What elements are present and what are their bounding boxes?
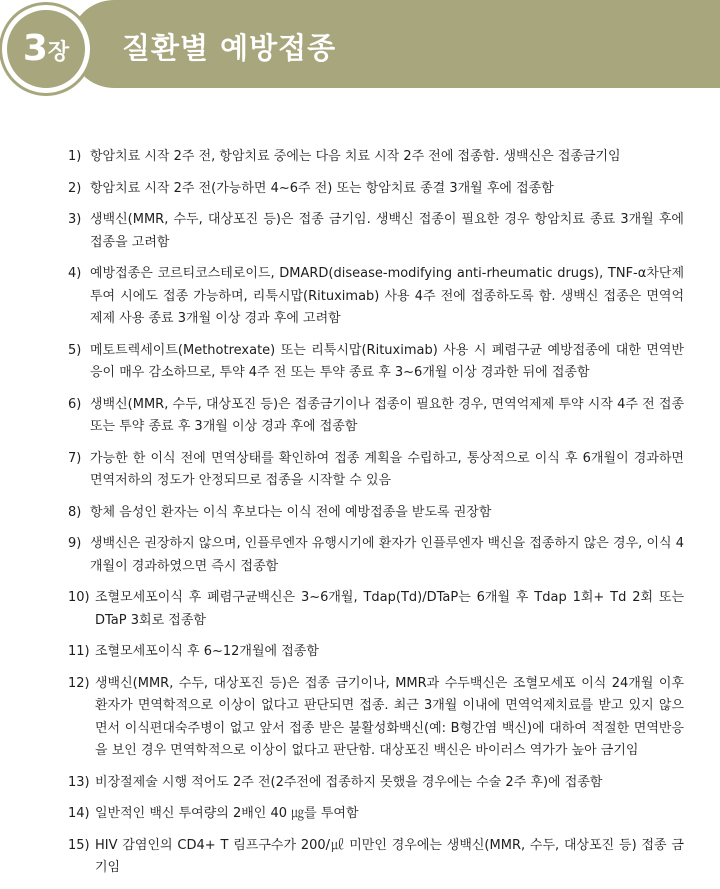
chapter-badge — [2, 5, 90, 93]
footnote-text: 항암치료 시작 2주 전(가능하면 4~6주 전) 또는 항암치료 종결 3개월 후에 접종함 — [90, 180, 554, 196]
footnote-number: 11) — [68, 644, 90, 659]
footnote-number: 15) — [68, 837, 90, 853]
footnote-number: 4) — [68, 266, 82, 281]
footnote-item — [68, 533, 684, 578]
footnote-number: 2) — [68, 180, 82, 196]
footnote-text: 메토트렉세이트(Methotrexate) 또는 리툭시맙(Rituximab) 사용 시 폐렴구균 예방접종에 대한 면역반응이 매우 감소하므로, 투약 4주 전 또는 투약 종료 후 3~6개월 이상 경과한 뒤에 접종함 — [90, 342, 684, 380]
footnote-item — [68, 587, 684, 632]
footnote-item — [68, 263, 684, 331]
footnote-text: 예방접종은 코르티코스테로이드, DMARD(disease-modifying anti-rheumatic drugs), TNF-α차단제 투여 시에도 접종 가능하며, 리툭시맙(Rituximab) 사용 4주 전에 접종하도록 함. 생백신 접종은 면역억제제 사용 종료 3개월 이상 경과 후에 고려함 — [90, 266, 684, 326]
footnote-text: 생백신(MMR, 수두, 대상포진 등)은 접종 금기임. 생백신 접종이 필요한 경우 항암치료 종료 3개월 후에 접종을 고려함 — [90, 212, 684, 250]
footnote-number: 9) — [68, 536, 82, 551]
chapter-number: 3 — [22, 28, 48, 69]
footnote-item — [68, 502, 684, 525]
footnote-number: 6) — [68, 396, 82, 412]
footnote-item — [68, 394, 684, 439]
footnote-item — [68, 641, 684, 664]
footnote-item — [68, 448, 684, 493]
footnote-number: 5) — [68, 342, 82, 358]
footnote-number: 3) — [68, 212, 82, 227]
footnote-text: 가능한 한 이식 전에 면역상태를 확인하여 접종 계획을 수립하고, 통상적으로 이식 후 6개월이 경과하면 면역저하의 정도가 안정되므로 접종을 시작할 수 있음 — [90, 450, 684, 488]
footnote-item — [68, 178, 684, 201]
footnote-text: 항암치료 시작 2주 전, 항암치료 중에는 다음 치료 시작 2주 전에 접종함. 생백신은 접종금기임 — [90, 149, 621, 164]
footnote-number: 10) — [68, 590, 90, 605]
footnote-list — [68, 146, 684, 889]
footnote-text: 조혈모세포이식 후 폐렴구균백신은 3~6개월, Tdap(Td)/DTaP는 6개월 후 Tdap 1회+ Td 2회 또는 DTaP 3회로 접종함 — [95, 590, 684, 628]
footnote-text: 비장절제술 시행 적어도 2주 전(2주전에 접종하지 못했을 경우에는 수술 2주 후)에 접종함 — [95, 774, 603, 790]
footnote-text: 일반적인 백신 투여량의 2배인 40 ㎍를 투여함 — [95, 806, 359, 821]
footnote-item — [68, 209, 684, 254]
footnote-item — [68, 835, 684, 880]
footnote-item — [68, 340, 684, 385]
footnote-item — [68, 146, 684, 169]
footnote-item — [68, 803, 684, 826]
footnote-number: 1) — [68, 149, 82, 164]
footnote-number: 8) — [68, 504, 82, 520]
chapter-suffix: 장 — [47, 40, 70, 65]
chapter-title: 질환별 예방접종 — [122, 31, 337, 65]
footnote-number: 12) — [68, 675, 90, 691]
footnote-number: 7) — [68, 450, 82, 466]
footnote-text: 항체 음성인 환자는 이식 후보다는 이식 전에 예방접종을 받도록 권장함 — [90, 504, 492, 520]
footnote-text: 생백신(MMR, 수두, 대상포진 등)은 접종금기이나 접종이 필요한 경우, 면역억제제 투약 시작 4주 전 접종 또는 투약 종료 후 3개월 이상 경과 후에 접종함 — [90, 396, 684, 434]
footnote-item — [68, 673, 684, 763]
footnote-text: HIV 감염인의 CD4+ T 림프구수가 200/㎕ 미만인 경우에는 생백신(MMR, 수두, 대상포진 등) 접종 금기임 — [95, 837, 684, 875]
footnote-text: 생백신(MMR, 수두, 대상포진 등)은 접종 금기이나, MMR과 수두백신은 조혈모세포 이식 24개월 이후 환자가 면역학적으로 이상이 없다고 판단되면 접종. 최근 3개월 이내에 면역억제치료를 받고 있지 않으면서 이식편대숙주병이 없고 앞서 접종 받은 불활성화백신(예: B형간염 백신)에 대하여 적절한 면역반응을 보인 경우 면역학적으로 이상이 없다고 판단함. 대상포진 백신은 바이러스 역가가 높아 금기임 — [95, 675, 684, 758]
footnote-text: 조혈모세포이식 후 6~12개월에 접종함 — [95, 644, 319, 659]
footnote-number: 14) — [68, 806, 90, 821]
footnote-number: 13) — [68, 774, 90, 790]
footnote-item — [68, 772, 684, 795]
footnote-text: 생백신은 권장하지 않으며, 인플루엔자 유행시기에 환자가 인플루엔자 백신을 접종하지 않은 경우, 이식 4개월이 경과하였으면 즉시 접종함 — [90, 536, 684, 574]
